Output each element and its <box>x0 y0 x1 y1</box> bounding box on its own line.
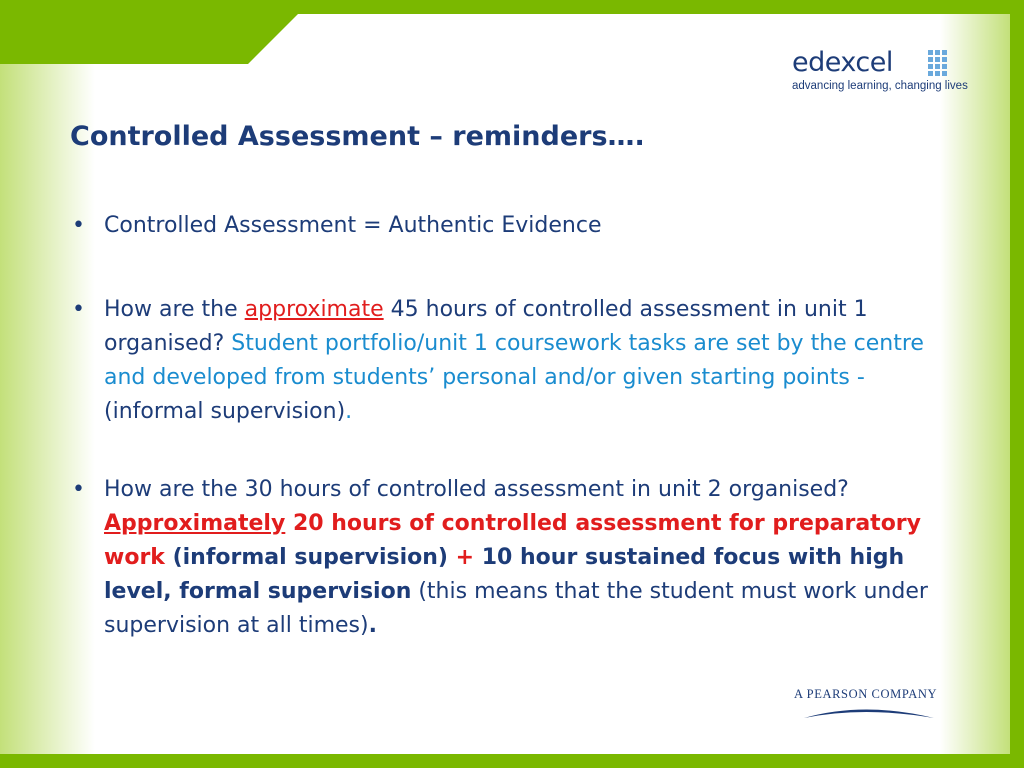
bullet-3-plus: + <box>455 545 475 570</box>
pearson-company-label: A PEARSON COMPANY <box>794 687 938 701</box>
bullet-2-part: How are the <box>104 297 245 322</box>
bullet-3-preparatory: 20 hours of controlled assessment for preparatory work <box>104 511 921 570</box>
bullet-2-approximate: approximate <box>244 297 384 322</box>
bullet-3-note: (this means that the student must work under supervision at all times) <box>104 579 928 638</box>
bullet-2-period: . <box>345 399 353 424</box>
bullet-marker: • <box>72 297 85 322</box>
bullet-3-text <box>104 473 949 643</box>
bullet-marker: • <box>72 213 85 238</box>
bullet-1-text: Controlled Assessment = Authentic Evidence <box>104 213 602 238</box>
edexcel-logo <box>792 47 968 94</box>
bullet-2-portfolio: Student portfolio/unit 1 coursework tasks are set by the centre and developed from students’ personal and/or given starting points - <box>104 331 924 390</box>
bullet-3-informal: (informal supervision) <box>164 545 456 570</box>
bullet-3-part: How are the 30 hours of controlled assessment in unit 2 organised? <box>104 477 849 502</box>
logo-dots-icon <box>928 50 948 78</box>
bullet-2-text <box>104 293 949 429</box>
bullet-3-period: . <box>368 613 377 638</box>
bullet-marker: • <box>72 477 85 502</box>
logo-tagline: advancing learning, changing lives <box>792 80 968 92</box>
slide-title: Controlled Assessment – reminders…. <box>70 121 645 152</box>
bullet-3-sustained: 10 hour sustained focus with high level, formal supervision <box>104 545 905 604</box>
bullet-3-approximately: Approximately <box>104 511 286 536</box>
bullet-2-supervision: (informal supervision) <box>104 399 346 424</box>
logo-wordmark: edexcel <box>792 47 893 78</box>
pearson-swoosh-icon <box>794 687 954 723</box>
pearson-logo <box>794 687 954 723</box>
bullet-2-part: 45 hours of controlled assessment in unit 1 organised? <box>104 297 868 356</box>
